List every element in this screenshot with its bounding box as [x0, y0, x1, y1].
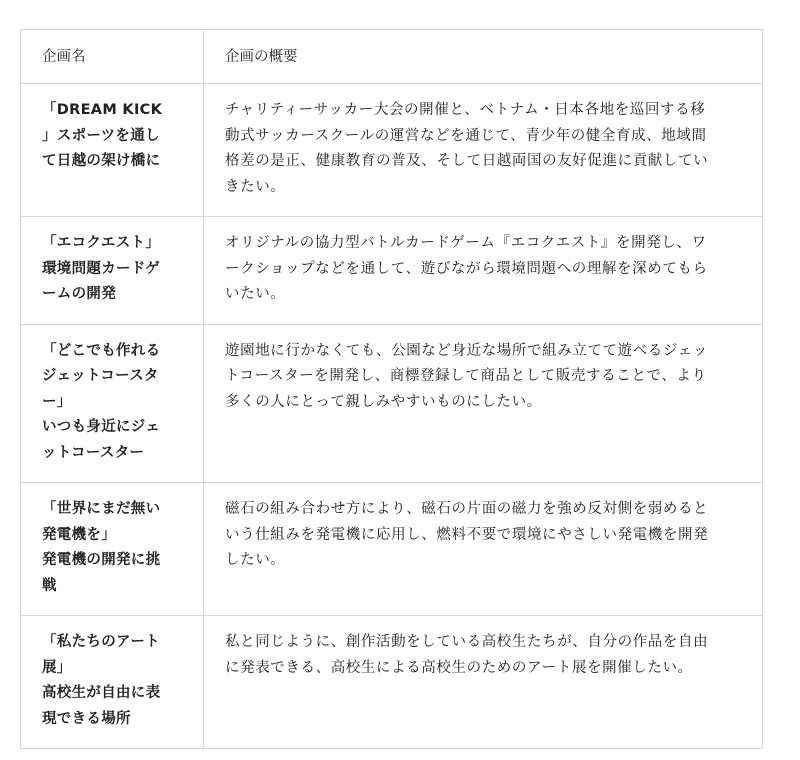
- project-name-line: 」スポーツを通し: [42, 127, 160, 144]
- project-summary-line: いたい。: [225, 286, 286, 302]
- project-summary-line: に発表できる、高校生による高校生のためのアート展を開催したい。: [225, 659, 693, 676]
- project-name-line: 「私たちのアート: [42, 634, 160, 650]
- project-name-line: 現できる場所: [42, 710, 131, 727]
- project-name-line: 「エコクエスト」: [42, 235, 161, 251]
- project-name-line: て日越の架け橋に: [42, 153, 161, 169]
- project-summary-line: チャリティーサッカー大会の開催と、ベトナム・日本各地を巡回する移: [225, 102, 706, 118]
- project-name-line: 「DREAM KICK: [42, 102, 163, 118]
- project-name-cell: [21, 324, 204, 483]
- project-summary-cell: [204, 324, 763, 483]
- project-name-cell: [21, 616, 204, 749]
- project-summary-line: したい。: [225, 552, 286, 568]
- table-row: [21, 616, 763, 749]
- project-name-line: 発電機の開発に挑: [42, 552, 161, 568]
- project-name-line: いつも身近にジェ: [42, 419, 161, 435]
- project-name-line: ジェットコースタ: [42, 368, 159, 384]
- project-summary-line: 磁石の組み合わせ方により、磁石の片面の磁力を強め反対側を弱めると: [225, 501, 709, 517]
- project-summary-cell: [204, 616, 763, 749]
- header-project-name: 企画名: [21, 30, 204, 84]
- project-name-line: 高校生が自由に表: [42, 685, 161, 701]
- project-name-line: 「どこでも作れる: [42, 342, 161, 359]
- table-row: [21, 84, 763, 217]
- project-summary-line: きたい。: [225, 178, 286, 195]
- project-table: [20, 29, 763, 749]
- project-name-line: ームの開発: [42, 286, 116, 302]
- project-summary-cell: [204, 217, 763, 325]
- project-summary-cell: [204, 483, 763, 616]
- project-summary-line: 遊園地に行かなくても、公園など身近な場所で組み立てて遊べるジェッ: [225, 342, 708, 359]
- project-name-line: 発電機を」: [42, 526, 116, 543]
- project-summary-line: 私と同じように、創作活動をしている高校生たちが、自分の作品を自由: [225, 634, 709, 650]
- project-name-line: 展」: [42, 659, 72, 676]
- project-summary-line: ークショップなどを通して、遊びながら環境問題への理解を深めてもら: [225, 260, 708, 277]
- project-summary-line: オリジナルの協力型バトルカードゲーム『エコクエスト』を開発し、ワ: [225, 235, 707, 251]
- table-row: [21, 483, 763, 616]
- project-name-cell: [21, 483, 204, 616]
- project-summary-line: 多くの人にとって親しみやすいものにしたい。: [225, 393, 542, 410]
- project-summary-cell: [204, 84, 763, 217]
- project-name-cell: [21, 217, 204, 325]
- project-name-line: 環境問題カードゲ: [42, 260, 161, 277]
- table-row: [21, 217, 763, 325]
- project-summary-line: トコースターを開発し、商標登録して商品として販売することで、より: [225, 368, 707, 384]
- project-summary-line: 動式サッカースクールの運営などを通じて、青少年の健全育成、地域間: [225, 127, 707, 144]
- project-summary-line: いう仕組みを発電機に応用し、燃料不要で環境にやさしい発電機を開発: [225, 526, 709, 543]
- header-project-summary: 企画の概要: [204, 30, 763, 84]
- project-name-line: 戦: [42, 577, 57, 594]
- table-row: [21, 324, 763, 483]
- project-name-line: ー」: [42, 393, 72, 410]
- project-name-line: ットコースター: [42, 444, 145, 461]
- project-name-cell: [21, 84, 204, 217]
- project-summary-line: 格差の是正、健康教育の普及、そして日越両国の友好促進に貢献してい: [225, 153, 709, 169]
- header-row: [21, 30, 763, 84]
- project-name-line: 「世界にまだ無い: [42, 501, 161, 517]
